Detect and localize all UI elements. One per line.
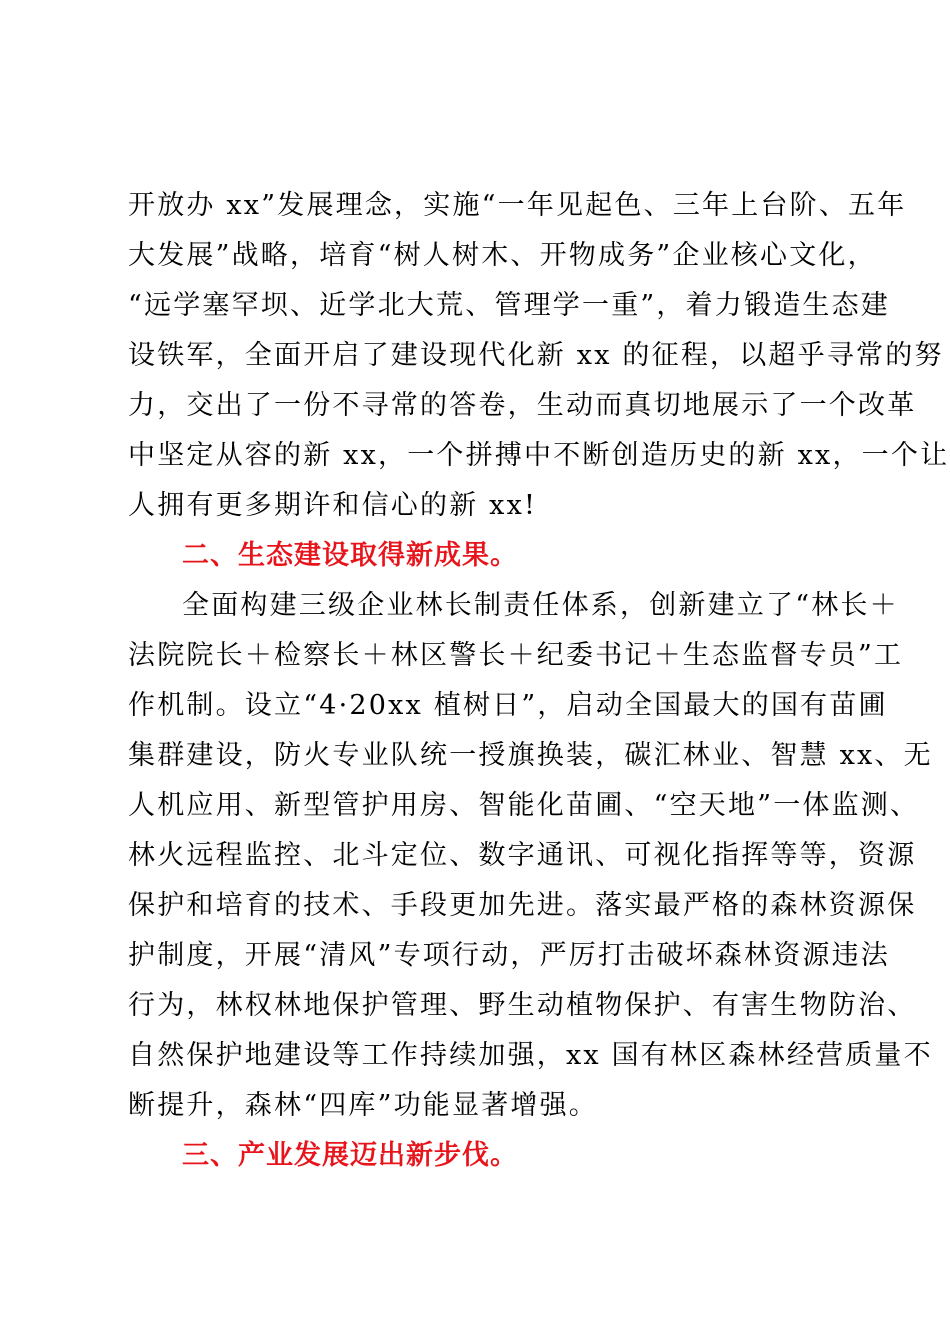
paragraph1-line: 开放办 xx”发展理念，实施“一年见起色、三年上台阶、五年 (128, 190, 907, 221)
paragraph2-line: 护制度，开展“清风”专项行动，严厉打击破坏森林资源违法 (128, 940, 891, 971)
paragraph2-line: 行为，林权林地保护管理、野生动植物保护、有害生物防治、 (128, 990, 917, 1021)
paragraph2-line: 全面构建三级企业林长制责任体系，创新建立了“林长＋ (182, 590, 899, 621)
paragraph2-line: 断提升，森林“四库”功能显著增强。 (128, 1090, 599, 1121)
paragraph2-line: 法院院长＋检察长＋林区警长＋纪委书记＋生态监督专员”工 (128, 640, 904, 671)
paragraph1-line: “远学塞罕坝、近学北大荒、管理学一重”，着力锻造生态建 (128, 290, 891, 321)
paragraph2-line: 自然保护地建设等工作持续加强，xx 国有林区森林经营质量不 (128, 1040, 933, 1071)
paragraph2-line: 作机制。设立“4·20xx 植树日”，启动全国最大的国有苗圃 (128, 690, 888, 721)
paragraph2-line: 林火远程监控、北斗定位、数字通讯、可视化指挥等等，资源 (128, 840, 917, 871)
paragraph2-line: 人机应用、新型管护用房、智能化苗圃、“空天地”一体监测、 (128, 790, 920, 821)
paragraph1-line: 中坚定从容的新 xx，一个拼搏中不断创造历史的新 xx，一个让 (128, 440, 950, 471)
paragraph2-line: 保护和培育的技术、手段更加先进。落实最严格的森林资源保 (128, 890, 917, 921)
paragraph1-line: 大发展”战略，培育“树人树木、开物成务”企业核心文化， (128, 240, 877, 271)
paragraph2-line: 集群建设，防火专业队统一授旗换装，碳汇林业、智慧 xx、无 (128, 740, 933, 771)
paragraph1-line: 力，交出了一份不寻常的答卷，生动而真切地展示了一个改革 (128, 390, 917, 421)
section-heading-2: 二、生态建设取得新成果。 (182, 540, 518, 571)
section-heading-3: 三、产业发展迈出新步伐。 (182, 1140, 518, 1171)
paragraph1-line: 设铁军，全面开启了建设现代化新 xx 的征程，以超乎寻常的努 (128, 340, 944, 371)
paragraph1-line: 人拥有更多期许和信心的新 xx! (128, 490, 538, 521)
